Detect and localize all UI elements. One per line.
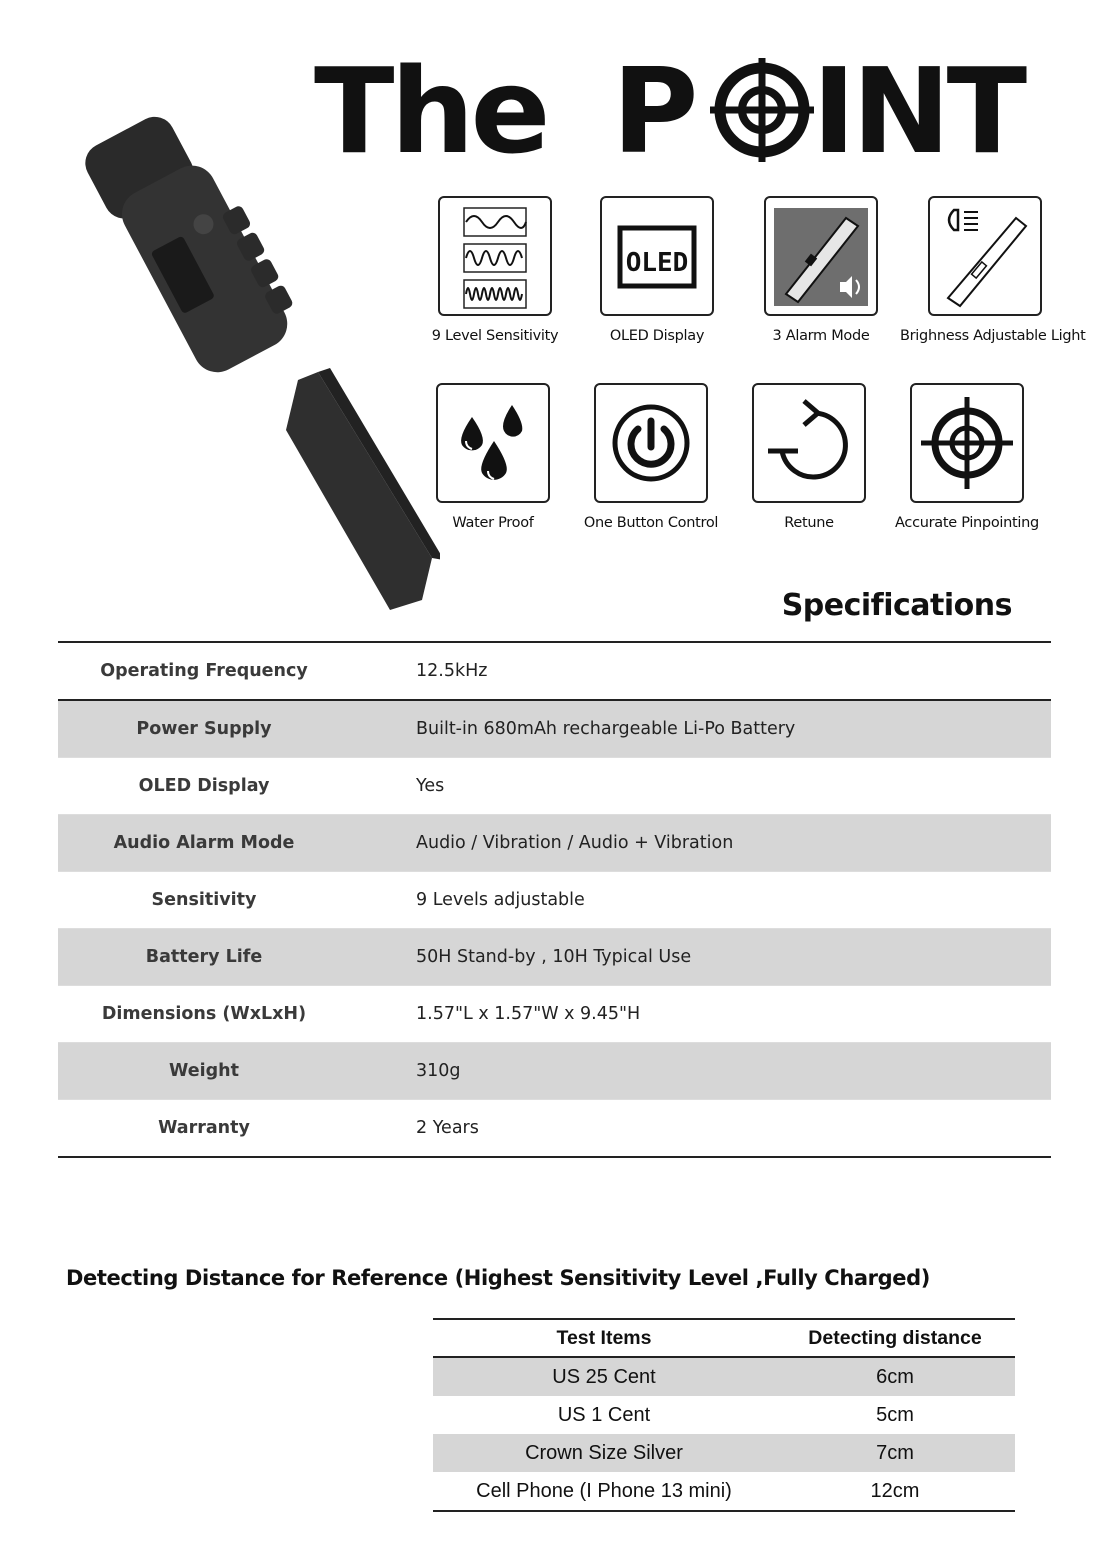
feature-oled	[572, 196, 742, 344]
spec-row	[58, 1100, 1051, 1158]
spec-key: Dimensions (WxLxH)	[101, 1004, 307, 1024]
distance-cell: 5cm	[876, 1403, 914, 1426]
feature-label: Brighness Adjustable Light	[900, 328, 1086, 344]
spec-key: Audio Alarm Mode	[58, 815, 350, 872]
title-suffix-text: INT	[812, 52, 1024, 172]
spec-key: Warranty	[158, 1118, 250, 1138]
spec-value: 50H Stand-by , 10H Typical Use	[416, 929, 1051, 986]
distance-cell: 7cm	[775, 1434, 1015, 1472]
alarm-speaker-icon	[764, 196, 878, 316]
waveform-icon	[438, 196, 552, 316]
spec-key: Sensitivity	[151, 890, 257, 910]
spec-row	[58, 1043, 1051, 1100]
feature-one-button	[566, 383, 736, 531]
water-drops-icon	[436, 383, 550, 503]
test-item-cell: Cell Phone (I Phone 13 mini)	[476, 1479, 732, 1502]
test-item-cell: US 25 Cent	[433, 1357, 775, 1396]
feature-label: Accurate Pinpointing	[895, 515, 1039, 531]
spec-row	[58, 700, 1051, 758]
column-header-distance: Detecting distance	[775, 1319, 1015, 1357]
feature-waterproof	[408, 383, 578, 531]
spec-row	[58, 815, 1051, 872]
spec-value: Yes	[416, 776, 445, 796]
spec-key: Power Supply	[58, 700, 350, 758]
feature-label: 9 Level Sensitivity	[431, 328, 559, 344]
retune-arrow-icon	[752, 383, 866, 503]
power-button-icon	[594, 383, 708, 503]
spec-value: 12.5kHz	[416, 661, 488, 681]
feature-alarm	[736, 196, 906, 344]
spec-key: Weight	[58, 1043, 350, 1100]
detecting-distance-heading: Detecting Distance for Reference (Highest Sensitivity Level ,Fully Charged)	[66, 1266, 930, 1290]
column-header-test-items: Test Items	[433, 1319, 775, 1357]
feature-label: One Button Control	[583, 515, 719, 531]
table-row	[433, 1396, 1015, 1434]
oled-icon	[600, 196, 714, 316]
distance-cell: 6cm	[775, 1357, 1015, 1396]
feature-retune	[724, 383, 894, 531]
feature-light	[900, 196, 1086, 344]
test-item-cell: Crown Size Silver	[433, 1434, 775, 1472]
oled-icon-text: OLED	[625, 248, 689, 278]
flashlight-icon	[928, 196, 1042, 316]
detecting-distance-table	[433, 1318, 1015, 1512]
spec-key: Battery Life	[58, 929, 350, 986]
crosshair-o-icon	[710, 58, 814, 162]
spec-value: 2 Years	[416, 1118, 479, 1138]
spec-value: Audio / Vibration / Audio + Vibration	[416, 815, 1051, 872]
feature-label: Water Proof	[452, 515, 534, 531]
spec-key: Operating Frequency	[100, 661, 308, 681]
spec-value: 310g	[416, 1043, 1051, 1100]
title-p-letter: P	[612, 52, 699, 172]
spec-value: 9 Levels adjustable	[416, 890, 585, 910]
feature-label: Retune	[784, 515, 834, 531]
spec-value: Built-in 680mAh rechargeable Li-Po Battery	[416, 700, 1051, 758]
pinpointer-device-image	[60, 110, 440, 630]
title-prefix-text: The	[314, 52, 547, 172]
table-header-row	[433, 1319, 1015, 1357]
distance-cell: 12cm	[870, 1479, 920, 1502]
feature-label: 3 Alarm Mode	[772, 328, 870, 344]
feature-sensitivity	[410, 196, 580, 344]
table-row	[433, 1472, 1015, 1511]
spec-row	[58, 986, 1051, 1043]
crosshair-icon	[910, 383, 1024, 503]
spec-row	[58, 872, 1051, 929]
feature-label: OLED Display	[609, 328, 705, 344]
spec-row	[58, 929, 1051, 986]
test-item-cell: US 1 Cent	[557, 1403, 651, 1426]
spec-value: 1.57"L x 1.57"W x 9.45"H	[416, 1004, 641, 1024]
table-row	[433, 1357, 1015, 1396]
specifications-table	[58, 641, 1051, 1158]
spec-row	[58, 642, 1051, 700]
spec-key: OLED Display	[138, 776, 270, 796]
spec-row	[58, 758, 1051, 815]
table-row	[433, 1434, 1015, 1472]
specifications-heading: Specifications	[781, 588, 1012, 623]
feature-pinpointing	[882, 383, 1052, 531]
